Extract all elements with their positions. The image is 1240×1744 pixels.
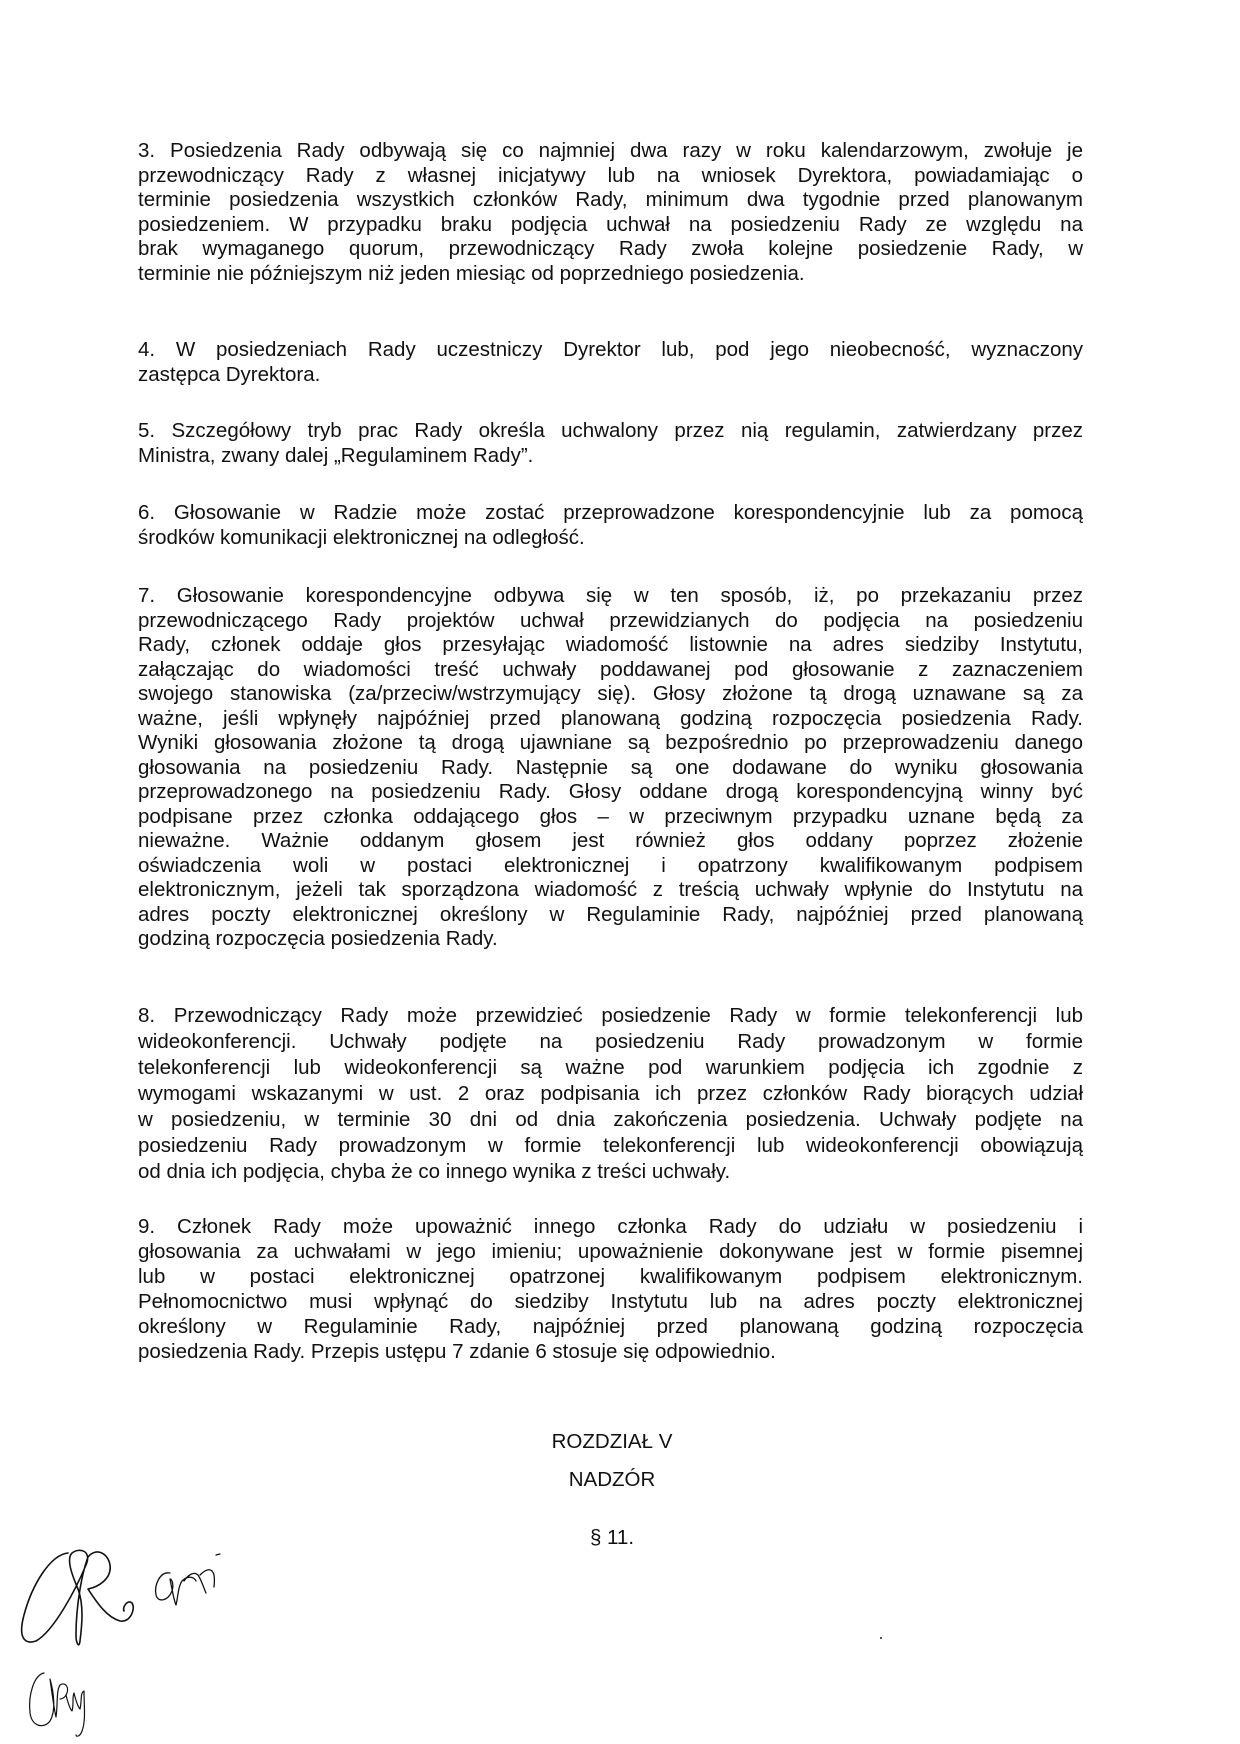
paragraph-line: lub w postaci elektronicznej opatrzonej kwalifikowanym podpisem elektronicznym. [138,1265,1083,1288]
chapter-subtitle: NADZÓR [568,1468,656,1491]
paragraph-line: Rady, członek oddaje głos przesyłając wiadomość listownie na adres siedziby Instytutu, [138,633,1083,656]
paragraph-line: przewodniczącego Rady projektów uchwał przewidzianych do podjęcia na posiedzeniu [138,608,1083,632]
paragraph-line: Pełnomocnictwo musi wpłynąć do siedziby Instytutu lub na adres poczty elektronicznej [138,1290,1083,1313]
paragraph-line: Ministra, zwany dalej „Regulaminem Rady”. [138,443,534,467]
paragraph-line: określony w Regulaminie Rady, najpóźniej przed planowaną godziną rozpoczęcia [138,1315,1083,1338]
paragraph-line: 7. Głosowanie korespondencyjne odbywa się w ten sposób, iż, po przekazaniu przez [138,584,1083,607]
paragraph-line: przeprowadzonego na posiedzeniu Rady. Głosy oddane drogą korespondencyjną winny być [138,780,1083,803]
paragraph-5 [138,419,1083,468]
initials-icon [148,1545,228,1615]
paragraph-8 [138,1003,1083,1185]
paragraph-line: posiedzeniem. W przypadku braku podjęcia uchwał na posiedzeniu Rady ze względu na [138,212,1083,236]
paragraph-9 [138,1214,1083,1364]
paragraph-6 [138,501,1083,550]
paragraph-line: wymogami wskazanymi w ust. 2 oraz podpisania ich przez członków Rady biorących udział [138,1082,1083,1105]
paragraph-line: telekonferencji lub wideokonferencji są ważne pod warunkiem podjęcia ich zgodnie z [138,1056,1083,1079]
paragraph-line: posiedzeniu Rady prowadzonym w formie telekonferencji lub wideokonferencji obowiązują [138,1134,1083,1157]
paragraph-line: w posiedzeniu, w terminie 30 dni od dnia zakończenia posiedzenia. Uchwały podjęte na [138,1108,1083,1131]
paragraph-line: 4. W posiedzeniach Rady uczestniczy Dyrektor lub, pod jego nieobecność, wyznaczony [138,338,1083,361]
initials-icon [20,1665,100,1740]
paragraph-line: załączając do wiadomości treść uchwały poddawanej pod głosowanie z zaznaczeniem [138,657,1083,681]
scan-speck [880,1637,882,1639]
signature-icon [10,1545,150,1655]
paragraph-line: zastępca Dyrektora. [138,362,321,386]
paragraph-line: głosowania na posiedzeniu Rady. Następnie są one dodawane do wyniku głosowania [138,755,1083,779]
paragraph-line: od dnia ich podjęcia, chyba że co innego wynika z treści uchwały. [138,1160,731,1183]
paragraph-line: 5. Szczegółowy tryb prac Rady określa uchwalony przez nią regulamin, zatwierdzany przez [138,419,1083,442]
paragraph-line: oświadczenia woli w postaci elektronicznej i opatrzony kwalifikowanym podpisem [138,853,1083,877]
paragraph-4 [138,338,1083,387]
paragraph-line: środków komunikacji elektronicznej na odległość. [138,525,585,549]
paragraph-line: posiedzenia Rady. Przepis ustępu 7 zdanie 6 stosuje się odpowiednio. [138,1340,776,1363]
paragraph-line: terminie nie późniejszym niż jeden miesiąc od poprzedniego posiedzenia. [138,261,805,285]
paragraph-line: podpisane przez członka oddającego głos – w przeciwnym przypadku uznane będą za [138,804,1083,828]
paragraph-3 [138,139,1083,286]
paragraph-line: przewodniczący Rady z własnej inicjatywy lub na wniosek Dyrektora, powiadamiając o [138,163,1083,187]
paragraph-line: głosowania za uchwałami w jego imieniu; upoważnienie dokonywane jest w formie pisemnej [138,1240,1083,1263]
paragraph-line: 3. Posiedzenia Rady odbywają się co najmniej dwa razy w roku kalendarzowym, zwołuje je [138,139,1083,162]
paragraph-7 [138,584,1083,952]
paragraph-line: ważne, jeśli wpłynęły najpóźniej przed planowaną godziną rozpoczęcia posiedzenia Rady. [138,706,1083,730]
paragraph-line: 9. Członek Rady może upoważnić innego członka Rady do udziału w posiedzeniu i [138,1215,1083,1238]
chapter-title: ROZDZIAŁ V [551,1430,673,1453]
paragraph-line: godziną rozpoczęcia posiedzenia Rady. [138,927,498,950]
paragraph-line: elektronicznym, jeżeli tak sporządzona wiadomość z treścią uchwały wpłynie do Instytutu na [138,878,1083,901]
section-number: § 11. [589,1526,635,1549]
paragraph-line: 6. Głosowanie w Radzie może zostać przeprowadzone korespondencyjnie lub za pomocą [138,501,1083,524]
paragraph-line: swojego stanowiska (za/przeciw/wstrzymujący się). Głosy złożone tą drogą uznawane są za [138,682,1083,705]
paragraph-line: brak wymaganego quorum, przewodniczący Rady zwoła kolejne posiedzenie Rady, w [138,237,1083,260]
paragraph-line: wideokonferencji. Uchwały podjęte na posiedzeniu Rady prowadzonym w formie [138,1030,1083,1053]
paragraph-line: Wyniki głosowania złożone tą drogą ujawniane są bezpośrednio po przeprowadzeniu danego [138,731,1083,754]
paragraph-line: 8. Przewodniczący Rady może przewidzieć posiedzenie Rady w formie telekonferencji lub [138,1004,1083,1027]
paragraph-line: adres poczty elektronicznej określony w Regulaminie Rady, najpóźniej przed planowaną [138,902,1083,926]
paragraph-line: nieważne. Ważnie oddanym głosem jest również głos oddany poprzez złożenie [138,829,1083,852]
paragraph-line: terminie posiedzenia wszystkich członków Rady, minimum dwa tygodnie przed planowanym [138,188,1083,211]
